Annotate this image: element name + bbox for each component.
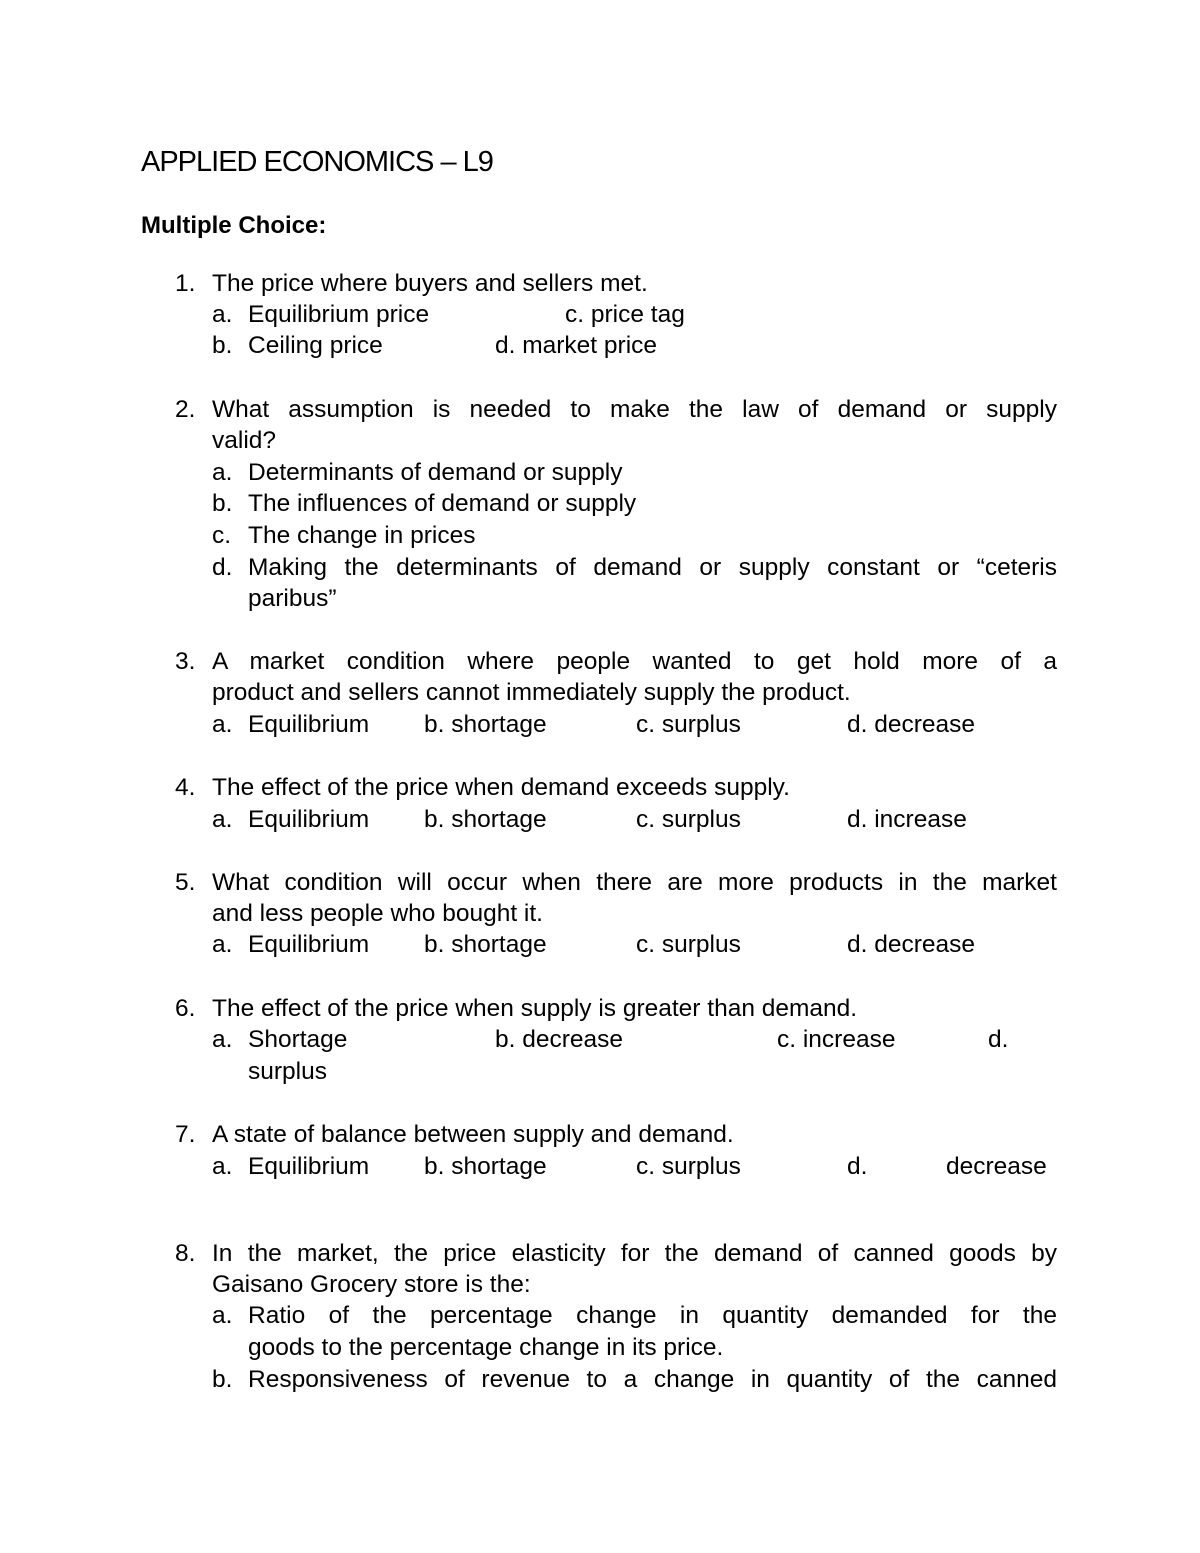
option-text: The influences of demand or supply	[248, 490, 637, 517]
option-text: b. decrease	[495, 1026, 624, 1053]
option-letter: a.	[212, 711, 233, 738]
question-number: 8.	[175, 1240, 196, 1267]
option-text: d.	[847, 1153, 868, 1180]
option-text: Making the determinants of demand or supply constant or “ceteris	[248, 554, 1057, 581]
question-text: The effect of the price when supply is greater than demand.	[212, 995, 858, 1022]
option-text: d. decrease	[847, 711, 976, 738]
question-number: 1.	[175, 270, 196, 297]
option-letter: d.	[212, 554, 233, 581]
option-text: d. decrease	[847, 931, 976, 958]
option-letter: a.	[212, 931, 233, 958]
option-text: b. shortage	[424, 806, 547, 833]
option-text: c. price tag	[565, 301, 685, 328]
option-text: decrease	[946, 1153, 1047, 1180]
option-text: Equilibrium	[248, 711, 370, 738]
section-heading: Multiple Choice:	[141, 212, 327, 239]
option-text: d.	[988, 1026, 1009, 1053]
option-letter: a.	[212, 806, 233, 833]
question-text: and less people who bought it.	[212, 900, 543, 927]
option-letter: b.	[212, 1366, 233, 1393]
question-number: 7.	[175, 1121, 196, 1148]
option-letter: a.	[212, 1153, 233, 1180]
question-text: Gaisano Grocery store is the:	[212, 1271, 531, 1298]
question-number: 6.	[175, 995, 196, 1022]
question-number: 4.	[175, 774, 196, 801]
option-letter: c.	[212, 522, 232, 549]
option-letter: a.	[212, 459, 233, 486]
option-text: b. shortage	[424, 931, 547, 958]
option-text: Determinants of demand or supply	[248, 459, 623, 486]
option-text: c. surplus	[636, 931, 741, 958]
option-letter: a.	[212, 301, 233, 328]
question-text: The price where buyers and sellers met.	[212, 270, 648, 297]
option-text: Responsiveness of revenue to a change in quantity of the canned	[248, 1366, 1057, 1393]
option-text: c. surplus	[636, 806, 741, 833]
question-text: A state of balance between supply and demand.	[212, 1121, 734, 1148]
option-text: Equilibrium price	[248, 301, 430, 328]
question-number: 2.	[175, 396, 196, 423]
option-text: Equilibrium	[248, 806, 370, 833]
option-text: paribus”	[248, 585, 337, 612]
question-text: A market condition where people wanted to get hold more of a	[212, 648, 1057, 675]
option-text: Ceiling price	[248, 332, 383, 359]
question-text: product and sellers cannot immediately supply the product.	[212, 679, 851, 706]
option-text: c. increase	[777, 1026, 896, 1053]
option-letter: b.	[212, 332, 233, 359]
option-text: c. surplus	[636, 711, 741, 738]
option-text: c. surplus	[636, 1153, 741, 1180]
option-text: Shortage	[248, 1026, 348, 1053]
option-text: d. increase	[847, 806, 967, 833]
question-text: What assumption is needed to make the law of demand or supply	[212, 396, 1057, 423]
option-letter: b.	[212, 490, 233, 517]
option-letter: a.	[212, 1302, 233, 1329]
option-text: Equilibrium	[248, 1153, 370, 1180]
question-number: 3.	[175, 648, 196, 675]
option-text: b. shortage	[424, 1153, 547, 1180]
option-text: surplus	[248, 1058, 327, 1085]
option-letter: a.	[212, 1026, 233, 1053]
option-text: d. market price	[495, 332, 658, 359]
question-text: The effect of the price when demand exceeds supply.	[212, 774, 790, 801]
question-text: What condition will occur when there are more products in the market	[212, 869, 1057, 896]
question-text: In the market, the price elasticity for the demand of canned goods by	[212, 1240, 1057, 1267]
option-text: The change in prices	[248, 522, 476, 549]
option-text: goods to the percentage change in its price.	[248, 1334, 724, 1361]
option-text: Equilibrium	[248, 931, 370, 958]
question-number: 5.	[175, 869, 196, 896]
option-text: Ratio of the percentage change in quantity demanded for the	[248, 1302, 1057, 1329]
option-text: b. shortage	[424, 711, 547, 738]
question-text: valid?	[212, 427, 277, 454]
document-title: APPLIED ECONOMICS – L9	[141, 146, 493, 178]
